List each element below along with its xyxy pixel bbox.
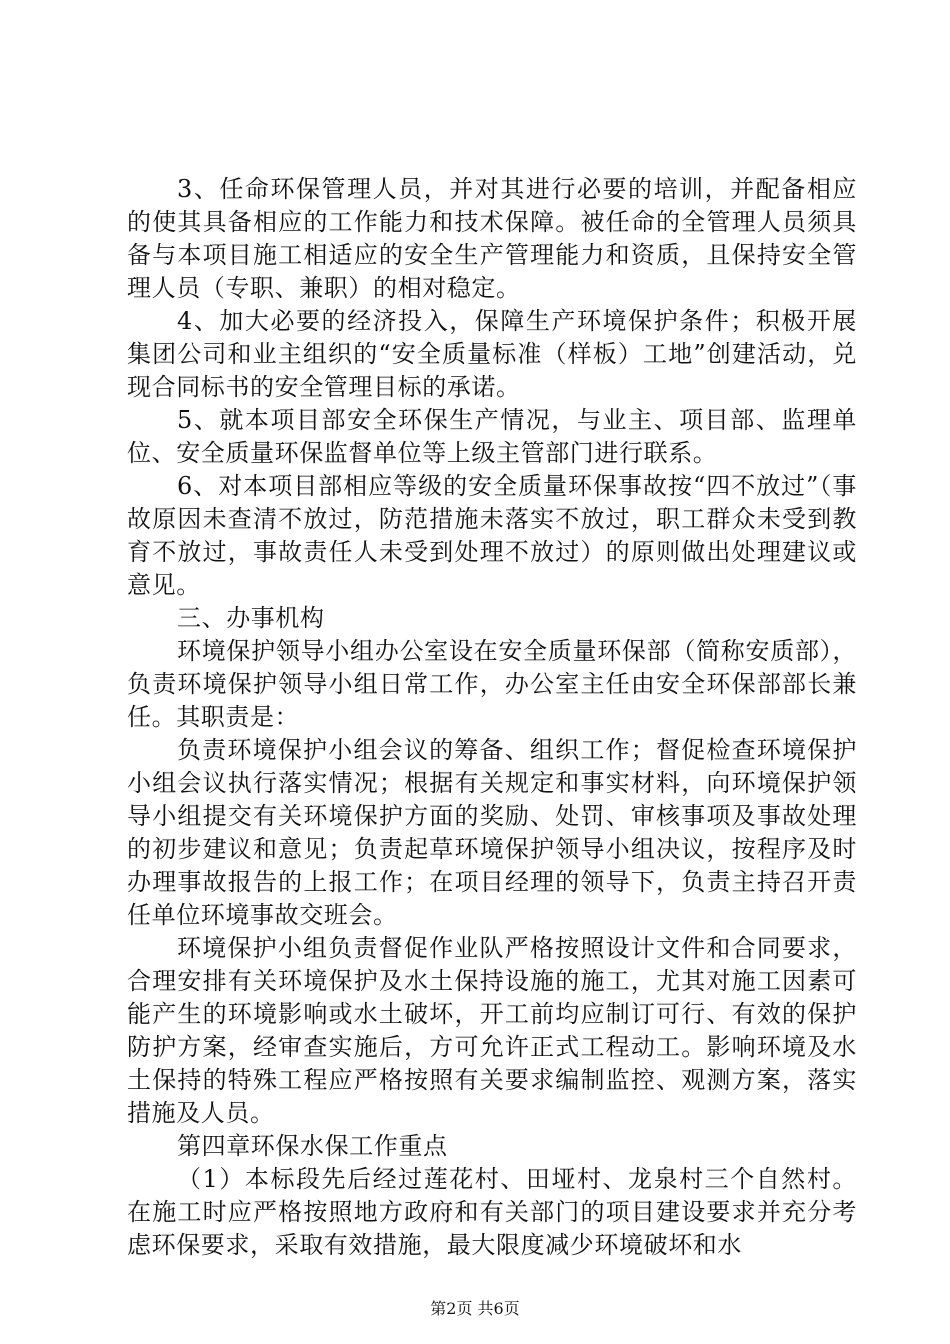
chapter-heading-4: 第四章环保水保工作重点 xyxy=(177,1132,448,1160)
paragraph-office-duties: 负责环境保护小组会议的筹备、组织工作；督促检查环境保护小组会议执行落实情况；根据有关规定和事实材料，向环境保护领导小组提交有关环境保护方面的奖励、处罚、审核事项及事故处理的初步建议和意见；负责起草环境保护领导小组决议，按程序及时办理事故报告的上报工作；在项目经理的领导下，负责主持召开责任单位环境事故交班会。 xyxy=(127,736,857,929)
paragraph-item-3: 3、任命环保管理人员，并对其进行必要的培训，并配备相应的使其具备相应的工作能力和技术保障。被任命的全管理人员须具备与本项目施工相适应的安全生产管理能力和资质，且保持安全管理人员（专职、兼职）的相对稳定。 xyxy=(127,175,857,302)
paragraph-office-setup: 环境保护领导小组办公室设在安全质量环保部（简称安质部），负责环境保护领导小组日常工作，办公室主任由安全环保部部长兼任。其职责是： xyxy=(127,637,857,731)
paragraph-key-point-1: （1）本标段先后经过莲花村、田垭村、龙泉村三个自然村。在施工时应严格按照地方政府和有关部门的项目建设要求并充分考虑环保要求，采取有效措施，最大限度减少环境破坏和水 xyxy=(127,1165,857,1259)
paragraph-item-4: 4、加大必要的经济投入，保障生产环境保护条件；积极开展集团公司和业主组织的“安全质量标准（样板）工地”创建活动，兑现合同标书的安全管理目标的承诺。 xyxy=(127,307,857,401)
paragraph-item-6: 6、对本项目部相应等级的安全质量环保事故按“四不放过”（事故原因未查清不放过，防范措施未落实不放过，职工群众未受到教育不放过，事故责任人未受到处理不放过）的原则做出处理建议或意见。 xyxy=(127,472,857,599)
document-body xyxy=(127,173,857,1262)
paragraph-item-5: 5、就本项目部安全环保生产情况，与业主、项目部、监理单位、安全质量环保监督单位等上级主管部门进行联系。 xyxy=(127,406,857,467)
section-heading-office: 三、办事机构 xyxy=(177,604,325,632)
page-footer xyxy=(0,1296,950,1319)
page-indicator: 第2页 共6页 xyxy=(430,1299,520,1318)
paragraph-group-duties: 环境保护小组负责督促作业队严格按照设计文件和合同要求，合理安排有关环境保护及水土保持设施的施工，尤其对施工因素可能产生的环境影响或水土破坏，开工前均应制订可行、有效的保护防护方案，经审查实施后，方可允许正式工程动工。影响环境及水土保持的特殊工程应严格按照有关要求编制监控、观测方案，落实措施及人员。 xyxy=(127,934,857,1127)
